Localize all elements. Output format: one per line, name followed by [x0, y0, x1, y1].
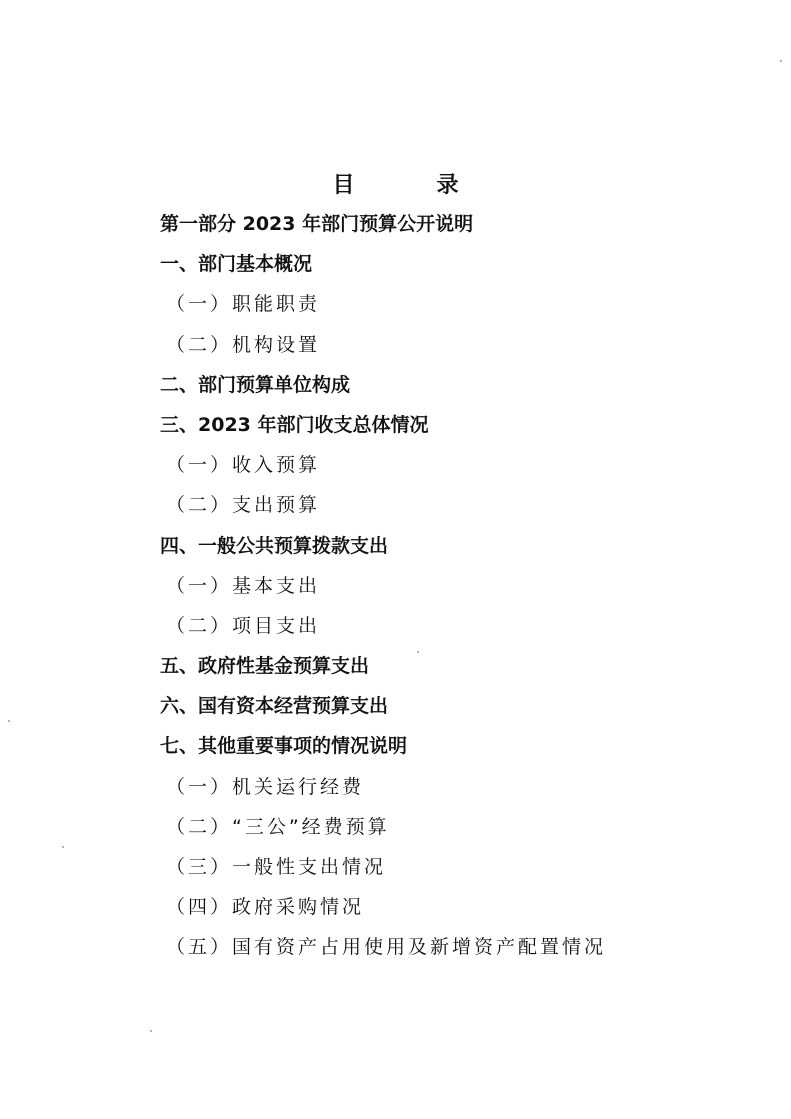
toc-subitem: （二）支出预算	[166, 494, 321, 517]
toc-heading: 第一部分 2023 年部门预算公开说明	[160, 213, 474, 235]
toc-heading: 四、一般公共预算拨款支出	[160, 534, 389, 557]
toc-subitem: （二）“三公”经费预算	[166, 815, 390, 838]
toc-subitem: （一）基本支出	[166, 574, 321, 597]
toc-subitem: （二）项目支出	[166, 614, 321, 637]
toc-subitem: （四）政府采购情况	[166, 896, 365, 919]
toc-heading: 七、其他重要事项的情况说明	[160, 735, 408, 758]
toc-heading: 二、部门预算单位构成	[160, 373, 351, 396]
toc-heading: 一、部门基本概况	[160, 253, 313, 276]
toc-subitem: （一）机关运行经费	[166, 775, 365, 798]
scan-speck	[62, 846, 64, 848]
toc-subitem: （一）收入预算	[166, 454, 321, 477]
scan-speck	[417, 651, 419, 653]
scan-speck	[780, 60, 782, 62]
scan-speck	[150, 1030, 152, 1032]
toc-subitem: （三）一般性支出情况	[166, 856, 387, 878]
toc-subitem: （二）机构设置	[166, 333, 321, 356]
scan-speck	[8, 720, 10, 722]
table-of-contents	[160, 207, 606, 971]
toc-subitem: （一）职能职责	[166, 293, 321, 316]
toc-subitem: （五）国有资产占用使用及新增资产配置情况	[166, 936, 607, 959]
toc-heading: 三、2023 年部门收支总体情况	[160, 413, 429, 436]
page-title: 目 录	[332, 173, 489, 198]
toc-heading: 六、国有资本经营预算支出	[160, 695, 389, 718]
toc-heading: 五、政府性基金预算支出	[160, 655, 370, 678]
